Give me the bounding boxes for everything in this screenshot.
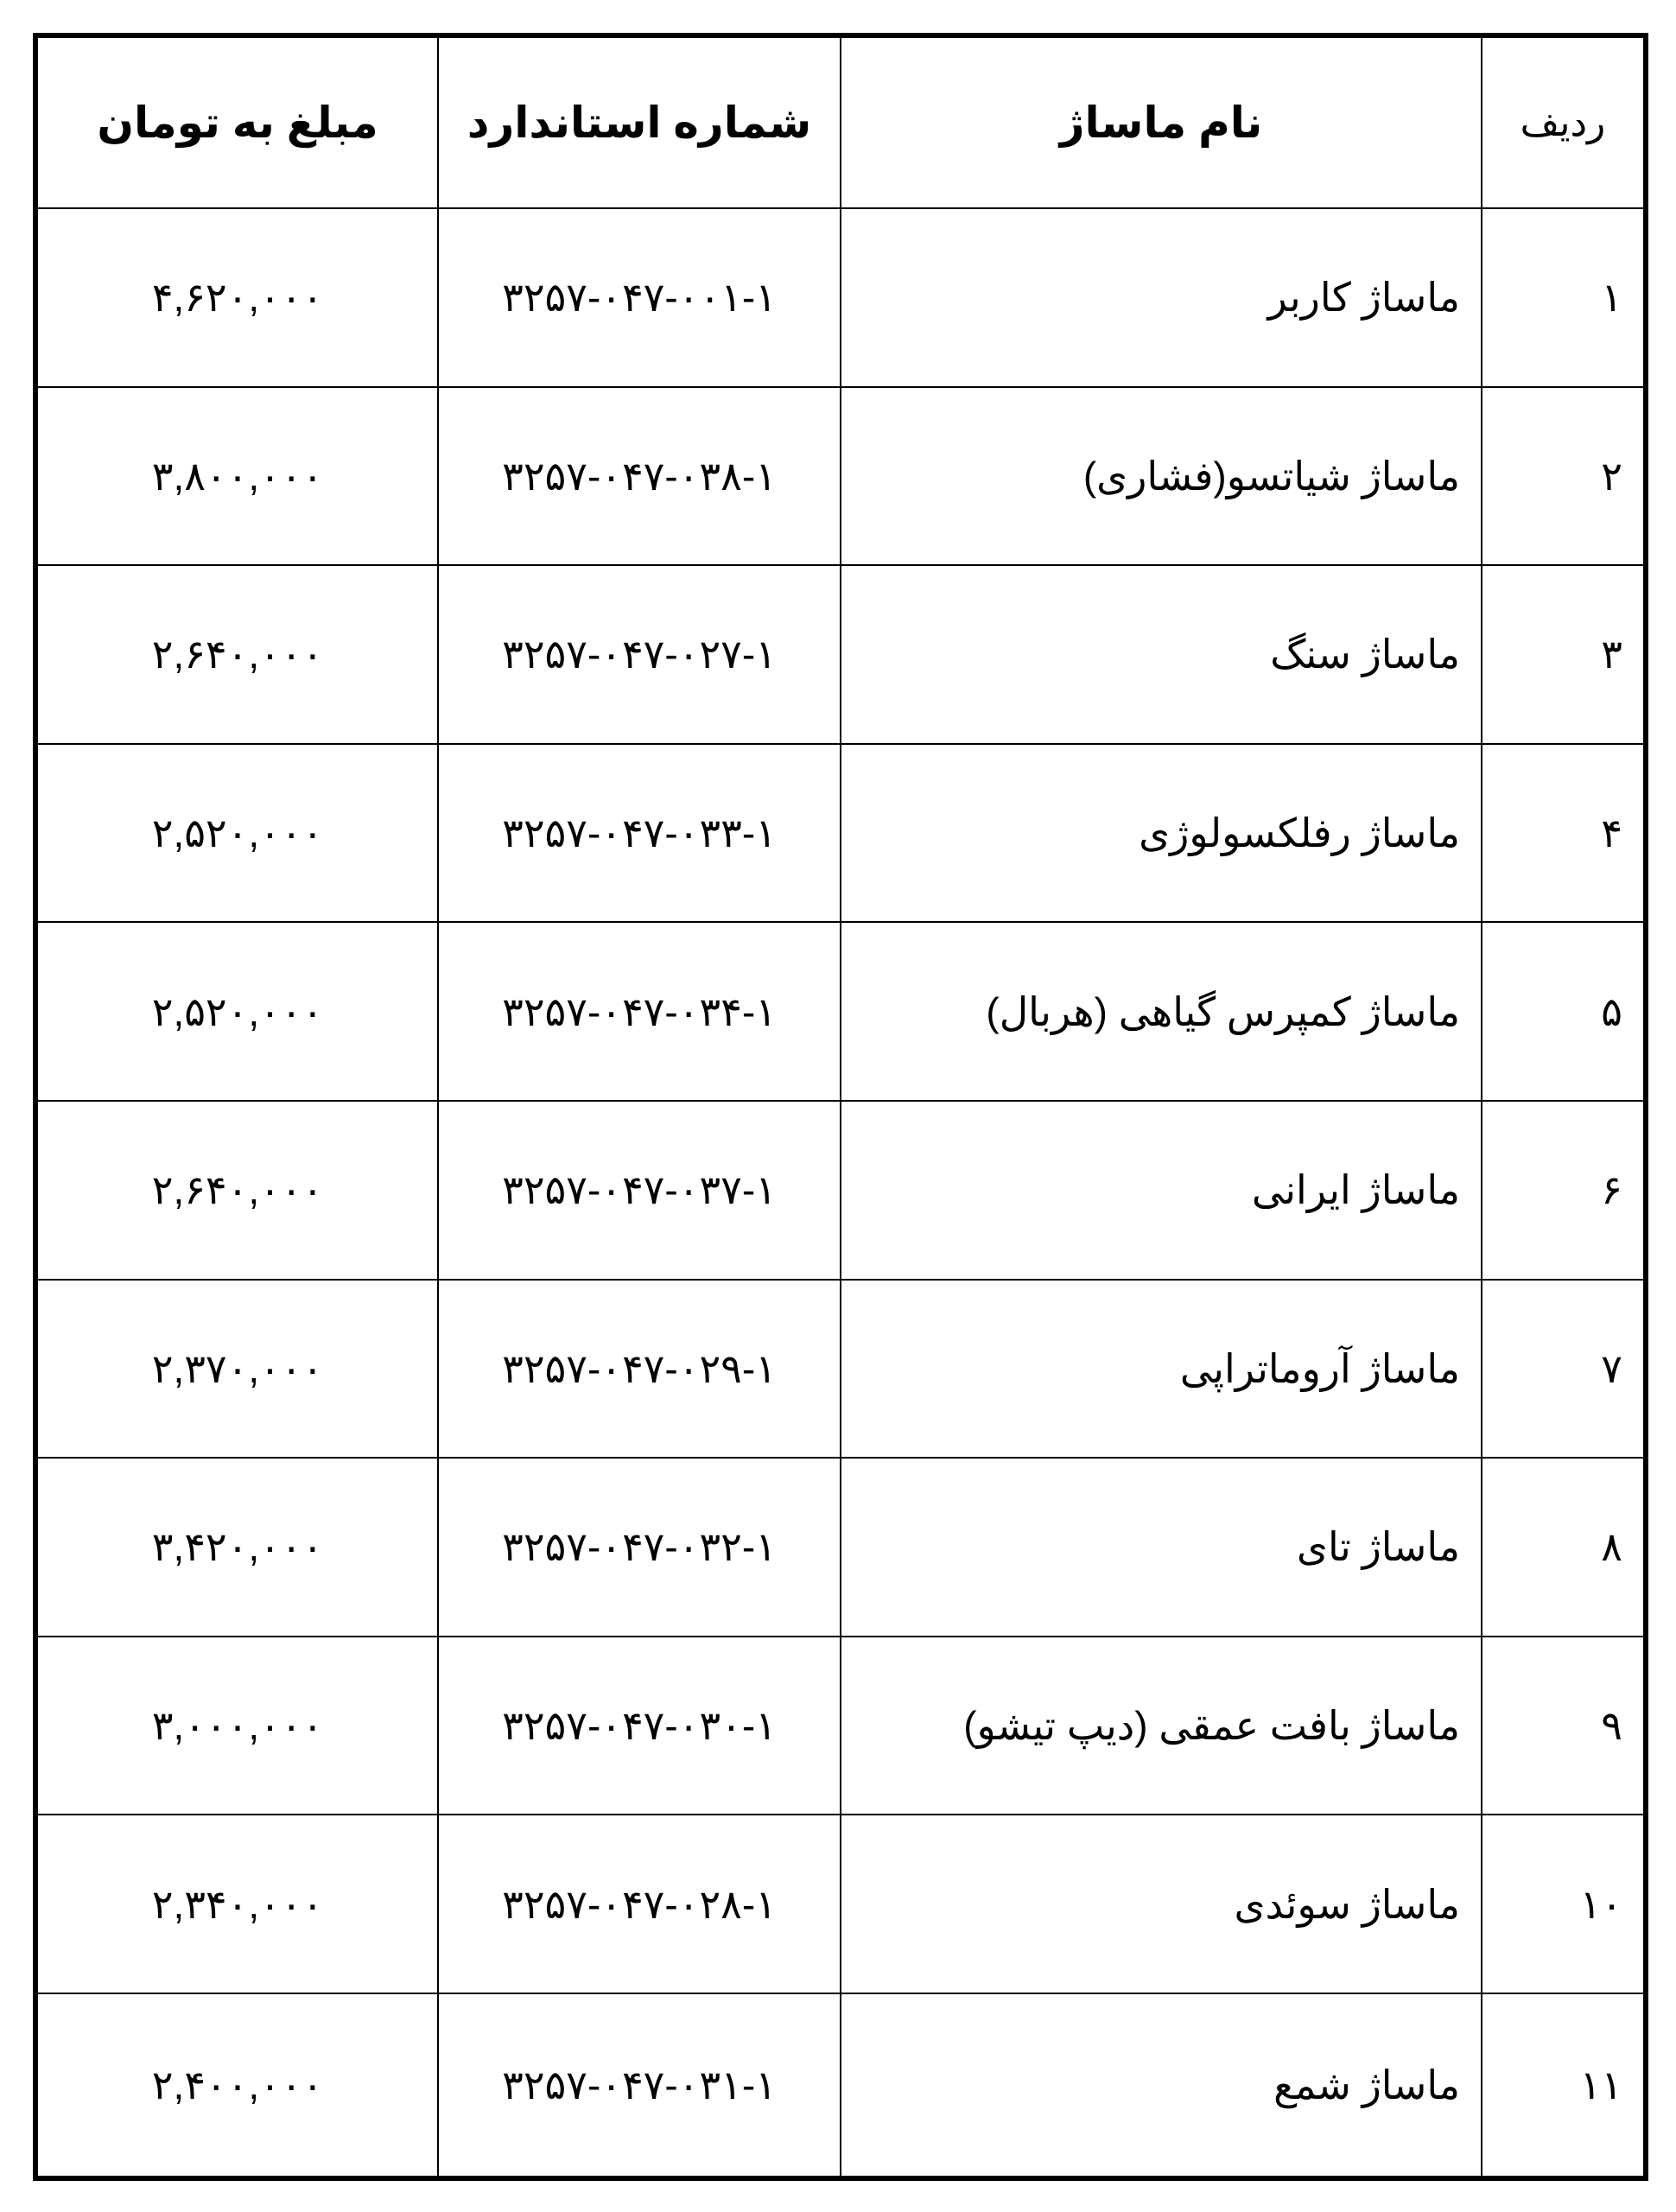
header-massage-name: نام ماساژ (841, 35, 1482, 208)
price-cell: ۲,۳۷۰,۰۰۰ (35, 1280, 438, 1459)
standard-number-cell: ۳۲۵۷-۰۴۷-۰۲۸-۱ (438, 1815, 841, 1993)
table-row (35, 1280, 1646, 1459)
row-number-cell: ۱۰ (1482, 1815, 1646, 1993)
massage-name-cell: ماساژ شمع (841, 1993, 1482, 2178)
massage-name-cell: ماساژ آروماتراپی (841, 1280, 1482, 1459)
standard-number-cell: ۳۲۵۷-۰۴۷-۰۳۳-۱ (438, 744, 841, 923)
row-number-cell: ۵ (1482, 922, 1646, 1101)
table-row (35, 208, 1646, 387)
standard-number-cell: ۳۲۵۷-۰۴۷-۰۰۱-۱ (438, 208, 841, 387)
price-cell: ۳,۴۲۰,۰۰۰ (35, 1458, 438, 1637)
table-row (35, 1993, 1646, 2178)
massage-price-table (33, 33, 1648, 2181)
standard-number-cell: ۳۲۵۷-۰۴۷-۰۳۱-۱ (438, 1993, 841, 2178)
table-row (35, 1637, 1646, 1815)
row-number-cell: ۹ (1482, 1637, 1646, 1815)
row-number-cell: ۶ (1482, 1101, 1646, 1280)
table-row (35, 744, 1646, 923)
standard-number-cell: ۳۲۵۷-۰۴۷-۰۳۷-۱ (438, 1101, 841, 1280)
table-row (35, 1458, 1646, 1637)
massage-name-cell: ماساژ سنگ (841, 565, 1482, 744)
price-cell: ۳,۰۰۰,۰۰۰ (35, 1637, 438, 1815)
row-number-cell: ۲ (1482, 387, 1646, 566)
standard-number-cell: ۳۲۵۷-۰۴۷-۰۲۷-۱ (438, 565, 841, 744)
massage-name-cell: ماساژ بافت عمقی (دیپ تیشو) (841, 1637, 1482, 1815)
price-cell: ۲,۵۲۰,۰۰۰ (35, 922, 438, 1101)
massage-name-cell: ماساژ تای (841, 1458, 1482, 1637)
header-row (35, 35, 1646, 208)
header-price: مبلغ به تومان (35, 35, 438, 208)
row-number-cell: ۱۱ (1482, 1993, 1646, 2178)
table-row (35, 922, 1646, 1101)
row-number-cell: ۱ (1482, 208, 1646, 387)
price-cell: ۲,۳۴۰,۰۰۰ (35, 1815, 438, 1993)
row-number-cell: ۴ (1482, 744, 1646, 923)
table-row (35, 387, 1646, 566)
row-number-cell: ۸ (1482, 1458, 1646, 1637)
massage-name-cell: ماساژ سوئدی (841, 1815, 1482, 1993)
header-standard-number: شماره استاندارد (438, 35, 841, 208)
standard-number-cell: ۳۲۵۷-۰۴۷-۰۳۰-۱ (438, 1637, 841, 1815)
row-number-cell: ۳ (1482, 565, 1646, 744)
standard-number-cell: ۳۲۵۷-۰۴۷-۰۳۲-۱ (438, 1458, 841, 1637)
price-cell: ۴,۶۲۰,۰۰۰ (35, 208, 438, 387)
table-body (35, 208, 1646, 2178)
price-cell: ۳,۸۰۰,۰۰۰ (35, 387, 438, 566)
massage-name-cell: ماساژ کمپرس گیاهی (هربال) (841, 922, 1482, 1101)
price-cell: ۲,۶۴۰,۰۰۰ (35, 565, 438, 744)
standard-number-cell: ۳۲۵۷-۰۴۷-۰۲۹-۱ (438, 1280, 841, 1459)
massage-name-cell: ماساژ ایرانی (841, 1101, 1482, 1280)
header-row-number: ردیف (1482, 35, 1646, 208)
table-row (35, 1815, 1646, 1993)
price-cell: ۲,۵۲۰,۰۰۰ (35, 744, 438, 923)
price-cell: ۲,۶۴۰,۰۰۰ (35, 1101, 438, 1280)
row-number-cell: ۷ (1482, 1280, 1646, 1459)
table-row (35, 565, 1646, 744)
standard-number-cell: ۳۲۵۷-۰۴۷-۰۳۴-۱ (438, 922, 841, 1101)
table-row (35, 1101, 1646, 1280)
massage-name-cell: ماساژ کاربر (841, 208, 1482, 387)
price-cell: ۲,۴۰۰,۰۰۰ (35, 1993, 438, 2178)
massage-name-cell: ماساژ رفلکسولوژی (841, 744, 1482, 923)
standard-number-cell: ۳۲۵۷-۰۴۷-۰۳۸-۱ (438, 387, 841, 566)
massage-name-cell: ماساژ شیاتسو(فشاری) (841, 387, 1482, 566)
